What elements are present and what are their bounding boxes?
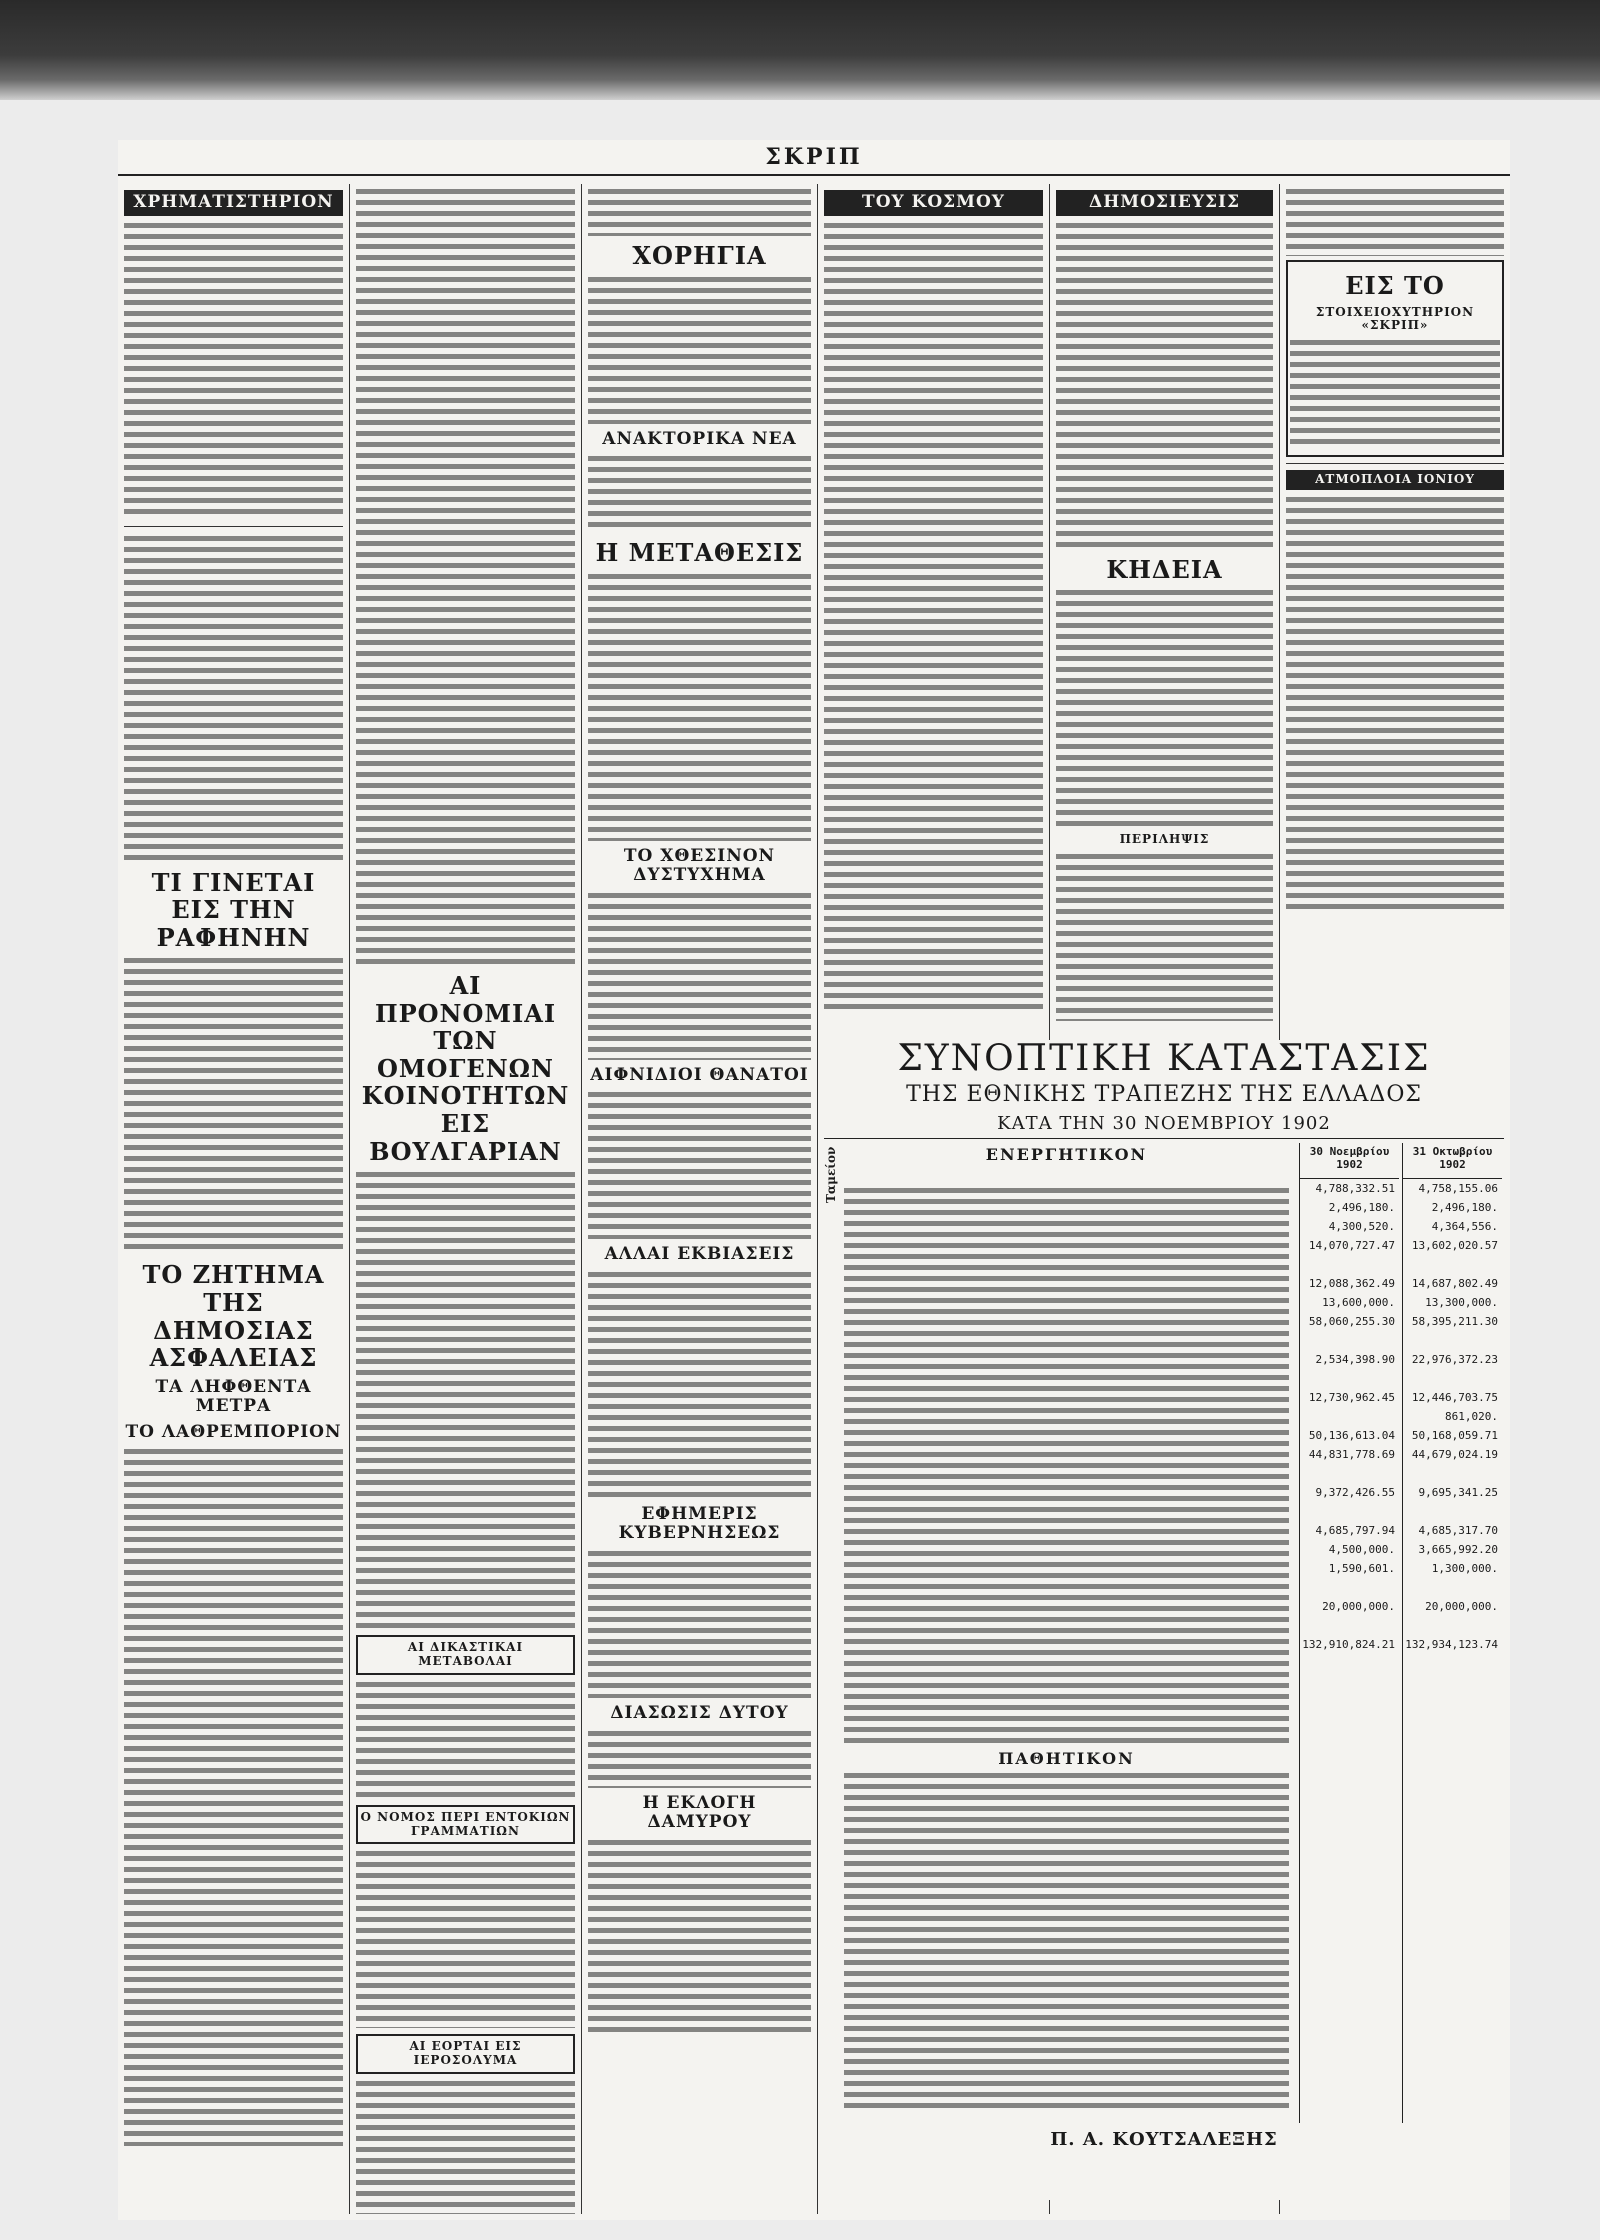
asset-lines: [844, 1185, 1289, 1745]
article-text: [588, 186, 811, 236]
column-header: 30 Νοεμβρίου 1902: [1300, 1143, 1399, 1179]
heading-measures: ΤΑ ΛΗΦΘΕΝΤΑ ΜΕΤΡΑ: [155, 1376, 312, 1417]
column-nov-1902: [1299, 1143, 1399, 2123]
article-text: [124, 533, 343, 863]
table-cell: 2,496,180.: [1431, 1200, 1498, 1214]
article-text: [824, 220, 1043, 1010]
heading-to: ΕΙΣ ΤΟ: [1345, 271, 1445, 300]
masthead: ΣΚΡΙΠ: [118, 140, 1510, 176]
assets-vertical-label: Ταμείον: [824, 1146, 838, 1203]
heading-judicial: ΑΙ ΔΙΚΑΣΤΙΚΑΙ ΜΕΤΑΒΟΛΑΙ: [356, 1635, 575, 1675]
article-text: [356, 2078, 575, 2214]
balance-table: [824, 1143, 1504, 2123]
article-text: [1056, 220, 1273, 550]
table-cell: 2,534,398.90: [1315, 1352, 1395, 1366]
article-text: [588, 571, 811, 841]
table-cell: [1403, 1616, 1502, 1635]
article-text: [356, 1169, 575, 1629]
table-cell: [1300, 1502, 1399, 1521]
table-cell: 9,372,426.55: [1315, 1485, 1395, 1499]
heading-announcements: ΔΗΜΟΣΙΕΥΣΙΣ: [1056, 190, 1273, 216]
table-cell: 58,060,255.30: [1308, 1314, 1395, 1328]
heading-election: Η ΕΚΛΟΓΗ ΔΑΜΥΡΟΥ: [642, 1792, 757, 1833]
heading-transfer: Η ΜΕΤΑΘΕΣΙΣ: [595, 538, 804, 568]
article-text: [1286, 186, 1504, 256]
heading-gazette: ΕΦΗΜΕΡΙΣ ΚΥΒΕΡΝΗΣΕΩΣ: [618, 1503, 781, 1544]
heading-summary: ΠΕΡΙΛΗΨΙΣ: [1119, 832, 1210, 847]
heading-foundry: ΣΤΟΙΧΕΙΟΧΥΤΗΡΙΟΝ «ΣΚΡΙΠ»: [1315, 304, 1475, 333]
heading-extortion: ΑΛΛΑΙ ΕΚΒΙΑΣΕΙΣ: [604, 1244, 795, 1265]
article-text: [588, 890, 811, 1060]
table-cell: [1403, 1255, 1502, 1274]
table-cell: 9,695,341.25: [1418, 1485, 1498, 1499]
column-1: [118, 184, 350, 2214]
heading-rafina: ΤΙ ΓΙΝΕΤΑΙ ΕΙΣ ΤΗΝ ΡΑΦΗΝΗΝ: [151, 867, 316, 952]
exchange-table-text: [124, 220, 343, 520]
article-text: [356, 1679, 575, 1799]
article-text: [124, 955, 343, 1255]
article-text: [356, 186, 575, 966]
table-cell: 4,500,000.: [1328, 1542, 1395, 1556]
table-cell: 14,070,727.47: [1308, 1238, 1395, 1252]
table-cell: [1300, 1407, 1399, 1426]
heading-funeral: ΚΗΔΕΙΑ: [1106, 554, 1223, 584]
liabilities-heading: ΠΑΘΗΤΙΚΟΝ: [998, 1748, 1135, 1768]
table-cell: [1403, 1369, 1502, 1388]
synoptic-subtitle: ΤΗΣ ΕΘΝΙΚΗΣ ΤΡΑΠΕΖΗΣ ΤΗΣ ΕΛΛΑΔΟΣ: [906, 1081, 1422, 1107]
table-cell: 20,000,000.: [1322, 1599, 1395, 1613]
table-cell: [1300, 1255, 1399, 1274]
heading-ionian-shipping: ΑΤΜΟΠΛΟΙΑ ΙΟΝΙΟΥ: [1286, 470, 1504, 490]
assets-heading: ΕΝΕΡΓΗΤΙΚΟΝ: [985, 1144, 1148, 1164]
article-text: [588, 1269, 811, 1499]
table-cell: [1300, 1331, 1399, 1350]
table-cell: [1403, 1331, 1502, 1350]
table-cell: 13,300,000.: [1425, 1295, 1498, 1309]
heading-accident: ΤΟ ΧΘΕΣΙΝΟΝ ΔΥΣΤΥΧΗΜΑ: [623, 845, 776, 886]
signature: Π. Α. ΚΟΥΤΣΑΛΕΞΗΣ: [1050, 2128, 1278, 2150]
table-cell: 2,496,180.: [1328, 1200, 1395, 1214]
synoptic-title: ΣΥΝΟΠΤΙΚΗ ΚΑΤΑΣΤΑΣΙΣ: [897, 1038, 1431, 1079]
table-cell: 3,665,992.20: [1418, 1542, 1498, 1556]
table-cell: 4,758,155.06: [1418, 1181, 1498, 1195]
article-text: [588, 1548, 811, 1698]
article-text: [588, 274, 811, 424]
table-cell: [1300, 1578, 1399, 1597]
table-cell: 14,687,802.49: [1411, 1276, 1498, 1290]
table-cell: 4,685,317.70: [1418, 1523, 1498, 1537]
heading-interest-law: Ο ΝΟΜΟΣ ΠΕΡΙ ΕΝΤΟΚΙΩΝ ΓΡΑΜΜΑΤΙΩΝ: [356, 1805, 575, 1845]
column-2: [350, 184, 582, 2214]
table-cell: 13,602,020.57: [1411, 1238, 1498, 1252]
article-text: [588, 1837, 811, 2037]
article-text: [124, 1446, 343, 2146]
table-cell: 12,446,703.75: [1411, 1390, 1498, 1404]
table-cell: 1,590,601.: [1328, 1561, 1395, 1575]
synoptic-statement: [818, 1040, 1510, 2200]
article-text: [1056, 587, 1273, 827]
table-cell: 1,300,000.: [1431, 1561, 1498, 1575]
table-cell: 12,730,962.45: [1308, 1390, 1395, 1404]
table-cell: 4,685,797.94: [1315, 1523, 1395, 1537]
column-header: 31 Οκτωβρίου 1902: [1403, 1143, 1502, 1179]
table-cell: 4,788,332.51: [1315, 1181, 1395, 1195]
heading-privileges: ΑΙ ΠΡΟΝΟΜΙΑΙ ΤΩΝ ΟΜΟΓΕΝΩΝ ΚΟΙΝΟΤΗΤΩΝ ΕΙΣ ΒΟΥΛΓΑΡΙΑΝ: [361, 971, 570, 1166]
divider: [1286, 463, 1504, 464]
table-cell: 13,600,000.: [1322, 1295, 1395, 1309]
article-text: [588, 1728, 811, 1788]
foundry-ad-box: [1286, 260, 1504, 457]
ad-text: [1290, 337, 1500, 447]
synoptic-date: ΚΑΤΑ ΤΗΝ 30 ΝΟΕΜΒΡΙΟΥ 1902: [824, 1113, 1504, 1139]
table-cell: 12,088,362.49: [1308, 1276, 1395, 1290]
column-values: [1403, 1179, 1502, 1654]
table-row-labels: [844, 1183, 1289, 2123]
table-cell: 50,168,059.71: [1411, 1428, 1498, 1442]
table-cell: 44,831,778.69: [1308, 1447, 1395, 1461]
article-text: [588, 1089, 811, 1239]
table-cell: 132,910,824.21: [1302, 1637, 1395, 1651]
column-3: [582, 184, 818, 2214]
table-cell: 20,000,000.: [1425, 1599, 1498, 1613]
heading-exchange: ΧΡΗΜΑΤΙΣΤΗΡΙΟΝ: [124, 190, 343, 216]
column-oct-1902: [1402, 1143, 1502, 2123]
heading-grant: ΧΟΡΗΓΙΑ: [632, 241, 767, 270]
heading-sudden-deaths: ΑΙΦΝΙΔΙΟΙ ΘΑΝΑΤΟΙ: [590, 1064, 809, 1085]
table-cell: [1300, 1464, 1399, 1483]
heading-world: ΤΟΥ ΚΟΣΜΟΥ: [824, 190, 1043, 216]
article-text: [356, 1848, 575, 2028]
table-cell: 44,679,024.19: [1411, 1447, 1498, 1461]
heading-smuggling: ΤΟ ΛΑΘΡΕΜΠΟΡΙΟΝ: [125, 1421, 342, 1442]
column-values: [1300, 1179, 1399, 1654]
table-cell: [1403, 1502, 1502, 1521]
divider: [124, 526, 343, 527]
table-cell: 4,300,520.: [1328, 1219, 1395, 1233]
newspaper-page: [118, 140, 1510, 2220]
article-text: [1286, 494, 1504, 914]
table-cell: [1403, 1578, 1502, 1597]
table-cell: 50,136,613.04: [1308, 1428, 1395, 1442]
heading-public-safety: ΤΟ ΖΗΤΗΜΑ ΤΗΣ ΔΗΜΟΣΙΑΣ ΑΣΦΑΛΕΙΑΣ: [142, 1260, 325, 1373]
table-cell: [1403, 1464, 1502, 1483]
liability-lines: [844, 1770, 1289, 2110]
heading-palace-news: ΑΝΑΚΤΟΡΙΚΑ ΝΕΑ: [602, 428, 797, 449]
table-cell: [1300, 1369, 1399, 1388]
table-cell: 22,976,372.23: [1411, 1352, 1498, 1366]
table-cell: 861,020.: [1445, 1409, 1498, 1423]
table-cell: 58,395,211.30: [1411, 1314, 1498, 1328]
heading-jerusalem: ΑΙ ΕΟΡΤΑΙ ΕΙΣ ΙΕΡΟΣΟΛΥΜΑ: [356, 2034, 575, 2074]
table-cell: 132,934,123.74: [1405, 1637, 1498, 1651]
scan-top-band: [0, 0, 1600, 100]
table-cell: 4,364,556.: [1431, 1219, 1498, 1233]
article-text: [1056, 851, 1273, 1021]
heading-diver-rescue: ΔΙΑΣΩΣΙΣ ΔΥΤΟΥ: [610, 1703, 789, 1724]
table-cell: [1300, 1616, 1399, 1635]
article-text: [588, 453, 811, 533]
